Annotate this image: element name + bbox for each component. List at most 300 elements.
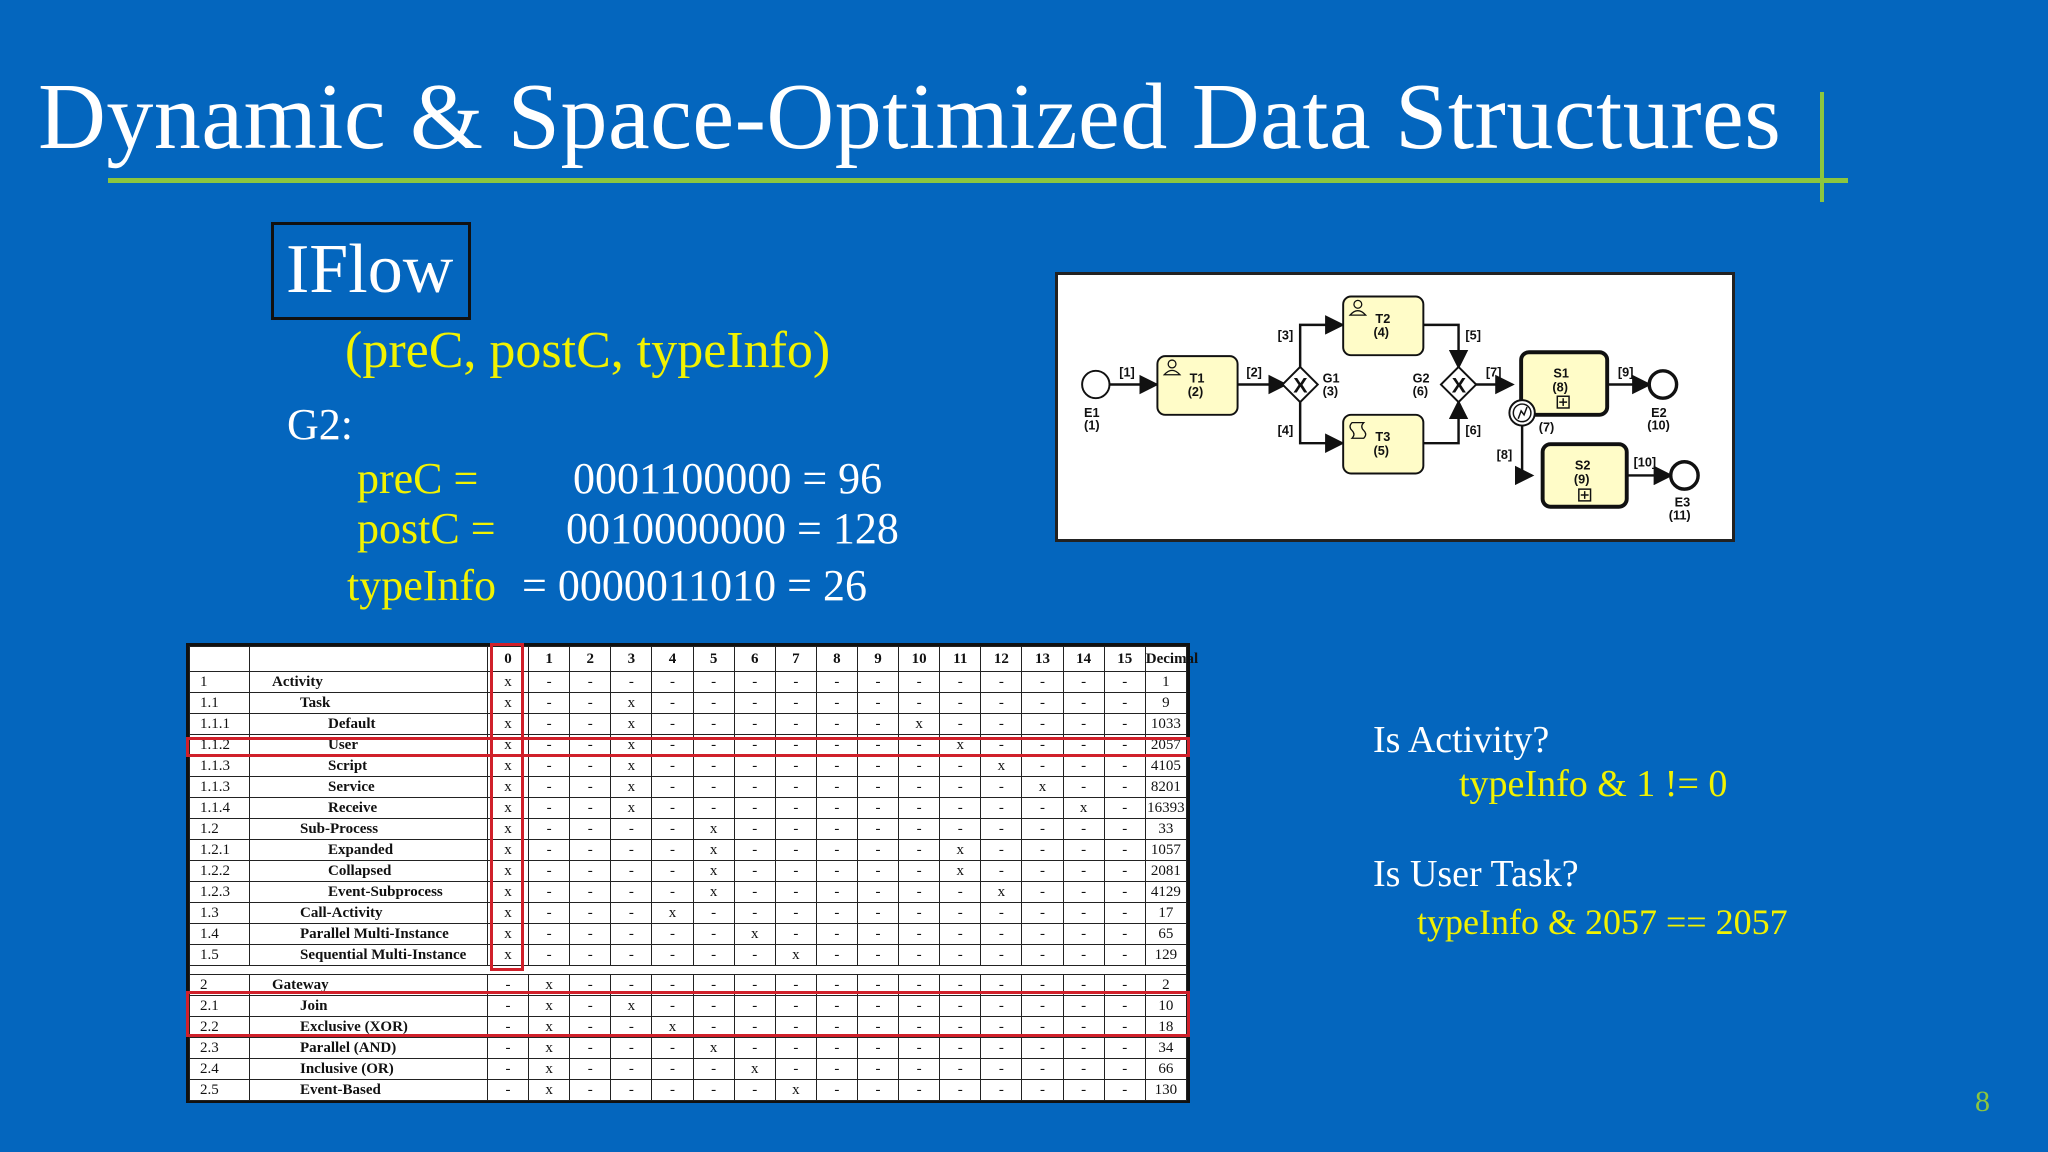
bit-cell: -	[775, 996, 816, 1017]
bit-cell: -	[488, 1059, 529, 1080]
edge-2-label: [2]	[1246, 364, 1262, 380]
bit-cell: -	[981, 672, 1022, 693]
bit-cell: -	[899, 861, 940, 882]
bit-cell: -	[857, 975, 898, 996]
bit-cell: -	[529, 798, 570, 819]
bit-cell: -	[899, 840, 940, 861]
bit-cell: -	[1063, 693, 1104, 714]
bit-cell: x	[488, 672, 529, 693]
bit-cell: -	[1063, 903, 1104, 924]
bit-cell: -	[652, 1038, 693, 1059]
bit-cell: -	[899, 798, 940, 819]
bit-cell: -	[981, 819, 1022, 840]
bit-cell: -	[611, 1059, 652, 1080]
bit-cell: -	[857, 819, 898, 840]
bit-cell: -	[611, 840, 652, 861]
bit-cell: -	[857, 924, 898, 945]
bit-cell: -	[693, 975, 734, 996]
bit-cell: -	[1022, 903, 1063, 924]
bit-cell: x	[488, 735, 529, 756]
typeinfo-label: typeInfo	[347, 561, 497, 610]
bit-cell: -	[734, 756, 775, 777]
row-number: 2.3	[190, 1038, 250, 1059]
bit-cell: x	[611, 777, 652, 798]
row-number: 2.4	[190, 1059, 250, 1080]
row-number: 1.1	[190, 693, 250, 714]
bit-cell: -	[775, 819, 816, 840]
row-name: Service	[250, 777, 488, 798]
row-number: 1.3	[190, 903, 250, 924]
question-user-task: Is User Task?	[1373, 853, 1579, 895]
bit-cell: -	[1063, 1038, 1104, 1059]
bit-cell: -	[570, 798, 611, 819]
bit-cell: -	[734, 882, 775, 903]
bit-cell: -	[652, 861, 693, 882]
bit-cell: x	[693, 861, 734, 882]
row-number: 1.2.3	[190, 882, 250, 903]
row-decimal: 17	[1145, 903, 1186, 924]
bit-cell: -	[1104, 672, 1145, 693]
bit-cell: -	[1104, 798, 1145, 819]
text-cursor	[1820, 92, 1824, 202]
bit-cell: -	[734, 996, 775, 1017]
bit-cell: -	[488, 1017, 529, 1038]
bit-cell: -	[816, 945, 857, 966]
bit-cell: -	[529, 819, 570, 840]
flow-6	[1422, 402, 1458, 443]
table-header-row	[190, 647, 1187, 672]
bit-cell: -	[1022, 1017, 1063, 1038]
table-row	[190, 756, 1187, 777]
table-separator	[190, 966, 1187, 975]
row-decimal: 130	[1145, 1080, 1186, 1101]
bit-cell: -	[611, 945, 652, 966]
bit-cell: -	[816, 777, 857, 798]
bit-cell: -	[570, 777, 611, 798]
row-number: 1.1.3	[190, 777, 250, 798]
bit-cell: -	[529, 840, 570, 861]
row-decimal: 33	[1145, 819, 1186, 840]
bit-cell: -	[899, 735, 940, 756]
bit-cell: -	[1104, 996, 1145, 1017]
bit-cell: -	[981, 798, 1022, 819]
bit-cell: -	[734, 693, 775, 714]
bit-cell: -	[816, 975, 857, 996]
row-number: 1.1.3	[190, 756, 250, 777]
prec-value: 0001100000 = 96	[573, 454, 883, 503]
bit-cell: -	[940, 996, 981, 1017]
bit-cell: -	[1104, 882, 1145, 903]
bit-cell: -	[1104, 840, 1145, 861]
bit-cell: -	[940, 1059, 981, 1080]
bit-cell: -	[1022, 819, 1063, 840]
bit-cell: x	[611, 996, 652, 1017]
bit-cell: -	[816, 735, 857, 756]
bit-cell: -	[570, 714, 611, 735]
bit-cell: -	[1063, 819, 1104, 840]
bit-cell: -	[570, 903, 611, 924]
table-row	[190, 1038, 1187, 1059]
bit-cell: x	[981, 882, 1022, 903]
bit-cell: -	[529, 693, 570, 714]
row-number: 1.4	[190, 924, 250, 945]
bit-cell: -	[857, 777, 898, 798]
bit-cell: -	[981, 1080, 1022, 1101]
bit-cell: x	[488, 798, 529, 819]
bit-cell: -	[570, 1080, 611, 1101]
g1-label: G1	[1322, 370, 1340, 386]
svg-text:X: X	[1293, 373, 1308, 398]
answer-user-task: typeInfo & 2057 == 2057	[1417, 902, 1788, 942]
t1-label: T1	[1189, 370, 1205, 386]
table-row	[190, 714, 1187, 735]
bit-cell: -	[940, 693, 981, 714]
bit-cell: x	[529, 1059, 570, 1080]
bit-cell: -	[940, 1038, 981, 1059]
bit-cell: -	[940, 924, 981, 945]
s1-label: S1	[1553, 365, 1569, 381]
bit-cell: -	[652, 1080, 693, 1101]
bit-cell: -	[775, 735, 816, 756]
bit-cell: -	[611, 861, 652, 882]
bit-cell: -	[570, 945, 611, 966]
bit-cell: x	[488, 819, 529, 840]
bit-cell: -	[775, 903, 816, 924]
bit-cell: x	[734, 924, 775, 945]
row-name: Default	[250, 714, 488, 735]
bit-cell: -	[693, 714, 734, 735]
bit-cell: -	[981, 945, 1022, 966]
row-decimal: 66	[1145, 1059, 1186, 1080]
bit-cell: -	[1022, 861, 1063, 882]
table-row	[190, 945, 1187, 966]
bit-cell: x	[488, 882, 529, 903]
bit-cell: -	[899, 819, 940, 840]
table-row	[190, 819, 1187, 840]
bit-cell: -	[1063, 777, 1104, 798]
bit-cell: -	[1022, 1080, 1063, 1101]
row-name: Sub-Process	[250, 819, 488, 840]
bit-cell: -	[899, 945, 940, 966]
row-decimal: 1033	[1145, 714, 1186, 735]
table-row	[190, 840, 1187, 861]
bit-cell: -	[693, 945, 734, 966]
bit-cell: -	[940, 903, 981, 924]
bit-cell: -	[775, 714, 816, 735]
t1-id: (2)	[1187, 384, 1204, 400]
bit-cell: -	[1063, 975, 1104, 996]
bit-cell: -	[529, 861, 570, 882]
bit-cell: x	[940, 861, 981, 882]
bit-cell: -	[775, 882, 816, 903]
slide-title: Dynamic & Space-Optimized Data Structures	[38, 65, 1782, 169]
title-underline	[108, 178, 1848, 183]
bit-cell: -	[981, 924, 1022, 945]
bit-cell: -	[734, 945, 775, 966]
bit-cell: -	[693, 1080, 734, 1101]
bit-cell: -	[693, 798, 734, 819]
bit-cell: -	[1104, 924, 1145, 945]
bit-cell: -	[816, 882, 857, 903]
bit-cell: -	[611, 819, 652, 840]
end-event-e2	[1649, 371, 1676, 398]
bit-cell: -	[693, 1059, 734, 1080]
row-number: 1	[190, 672, 250, 693]
t2-label: T2	[1375, 310, 1391, 326]
bit-cell: -	[570, 882, 611, 903]
bit-cell: -	[1104, 903, 1145, 924]
bit-cell: -	[652, 924, 693, 945]
table-row	[190, 903, 1187, 924]
bit-cell: -	[529, 882, 570, 903]
row-decimal: 1	[1145, 672, 1186, 693]
flow-3	[1300, 325, 1342, 370]
bit-cell: -	[570, 1017, 611, 1038]
bit-cell: -	[775, 924, 816, 945]
bit-cell: -	[1063, 1059, 1104, 1080]
bit-cell: -	[940, 945, 981, 966]
bit-cell: -	[857, 1017, 898, 1038]
bit-cell: -	[816, 1059, 857, 1080]
bit-cell: -	[570, 975, 611, 996]
bit-cell: -	[899, 756, 940, 777]
bit-cell: -	[652, 756, 693, 777]
header-cell: 6	[734, 647, 775, 672]
g2-label: G2:	[287, 400, 353, 449]
bit-cell: -	[1063, 996, 1104, 1017]
bit-cell: -	[570, 861, 611, 882]
table-row	[190, 1080, 1187, 1101]
bit-cell: -	[899, 924, 940, 945]
bit-cell: -	[940, 882, 981, 903]
table-row	[190, 798, 1187, 819]
row-name: Parallel (AND)	[250, 1038, 488, 1059]
bit-cell: x	[652, 1017, 693, 1038]
bit-cell: -	[1104, 1017, 1145, 1038]
row-name: Receive	[250, 798, 488, 819]
header-blank	[190, 647, 250, 672]
bit-cell: -	[981, 714, 1022, 735]
header-cell: Decimal	[1145, 647, 1186, 672]
header-cell: 7	[775, 647, 816, 672]
s2-id: (9)	[1573, 471, 1590, 487]
bit-cell: -	[1104, 1080, 1145, 1101]
row-decimal: 4105	[1145, 756, 1186, 777]
row-name: Gateway	[250, 975, 488, 996]
row-name: Event-Based	[250, 1080, 488, 1101]
bit-cell: -	[940, 975, 981, 996]
bit-cell: -	[570, 1038, 611, 1059]
bit-cell: -	[857, 945, 898, 966]
bit-cell: -	[1022, 924, 1063, 945]
e2-label: E2	[1651, 404, 1667, 420]
bit-cell: -	[816, 996, 857, 1017]
bit-cell: -	[775, 756, 816, 777]
bit-cell: -	[775, 1059, 816, 1080]
s1-id: (8)	[1552, 379, 1568, 395]
bit-cell: -	[981, 777, 1022, 798]
header-cell: 10	[899, 647, 940, 672]
row-name: Activity	[250, 672, 488, 693]
bit-cell: -	[570, 1059, 611, 1080]
bit-cell: -	[981, 861, 1022, 882]
bit-cell: -	[488, 1080, 529, 1101]
bit-cell: -	[1104, 861, 1145, 882]
edge-6-label: [6]	[1465, 422, 1481, 438]
t3-id: (5)	[1373, 442, 1390, 458]
bit-cell: -	[529, 945, 570, 966]
e3-id: (11)	[1668, 507, 1691, 523]
e2-id: (10)	[1647, 417, 1670, 433]
t3-label: T3	[1375, 429, 1391, 445]
bit-cell: -	[1022, 1038, 1063, 1059]
bit-cell: -	[899, 1080, 940, 1101]
bit-cell: -	[1104, 819, 1145, 840]
bit-cell: -	[529, 714, 570, 735]
header-cell: 15	[1104, 647, 1145, 672]
bit-cell: -	[816, 861, 857, 882]
row-number: 2.5	[190, 1080, 250, 1101]
bit-cell: x	[899, 714, 940, 735]
bit-cell: x	[488, 945, 529, 966]
bit-cell: -	[775, 693, 816, 714]
bit-cell: -	[1022, 945, 1063, 966]
bit-cell: -	[857, 882, 898, 903]
postc-label: postC =	[357, 504, 496, 553]
row-number: 1.1.1	[190, 714, 250, 735]
bit-cell: -	[1063, 861, 1104, 882]
bit-cell: -	[652, 714, 693, 735]
bit-cell: -	[857, 861, 898, 882]
row-name: Join	[250, 996, 488, 1017]
bit-cell: x	[488, 693, 529, 714]
edge-7-label: [7]	[1485, 364, 1502, 380]
bit-cell: -	[570, 819, 611, 840]
page-number: 8	[1975, 1085, 1990, 1118]
bit-cell: x	[1063, 798, 1104, 819]
row-decimal: 4129	[1145, 882, 1186, 903]
row-decimal: 10	[1145, 996, 1186, 1017]
bit-cell: x	[488, 756, 529, 777]
table-row	[190, 672, 1187, 693]
bit-cell: -	[611, 1038, 652, 1059]
bit-cell: x	[611, 798, 652, 819]
bit-cell: -	[816, 798, 857, 819]
header-cell: 0	[488, 647, 529, 672]
table-row	[190, 861, 1187, 882]
bit-cell: x	[981, 756, 1022, 777]
bit-cell: -	[775, 672, 816, 693]
bit-cell: -	[816, 903, 857, 924]
bit-cell: -	[981, 840, 1022, 861]
edge-3-label: [3]	[1277, 327, 1294, 343]
bit-cell: -	[734, 903, 775, 924]
bit-cell: -	[899, 777, 940, 798]
bit-cell: x	[529, 975, 570, 996]
bit-cell: -	[1063, 840, 1104, 861]
row-decimal: 65	[1145, 924, 1186, 945]
bit-cell: -	[816, 1080, 857, 1101]
table-row	[190, 1059, 1187, 1080]
bit-cell: -	[693, 672, 734, 693]
bit-cell: -	[570, 996, 611, 1017]
bit-cell: -	[899, 903, 940, 924]
bit-cell: -	[816, 756, 857, 777]
bit-cell: -	[693, 693, 734, 714]
bit-cell: x	[693, 840, 734, 861]
edge-1-label: [1]	[1119, 364, 1135, 380]
e3-label: E3	[1674, 494, 1691, 510]
bit-cell: -	[529, 672, 570, 693]
bit-cell: -	[693, 903, 734, 924]
bit-cell: -	[734, 819, 775, 840]
header-cell: 1	[529, 647, 570, 672]
end-event-e3	[1671, 462, 1698, 489]
s2-label: S2	[1574, 457, 1591, 473]
bit-cell: -	[1063, 672, 1104, 693]
bit-cell: -	[1063, 714, 1104, 735]
separator-cell	[190, 966, 1187, 975]
header-blank	[250, 647, 488, 672]
header-cell: 9	[857, 647, 898, 672]
bit-cell: x	[611, 756, 652, 777]
bit-cell: -	[1022, 756, 1063, 777]
bit-cell: -	[734, 735, 775, 756]
bit-cell: -	[1104, 756, 1145, 777]
bit-cell: -	[940, 1080, 981, 1101]
bit-cell: -	[1104, 975, 1145, 996]
bit-cell: -	[857, 714, 898, 735]
bit-cell: -	[652, 693, 693, 714]
bit-cell: -	[1022, 798, 1063, 819]
bit-cell: -	[816, 819, 857, 840]
bit-cell: -	[775, 798, 816, 819]
bit-cell: -	[652, 777, 693, 798]
row-number: 2.1	[190, 996, 250, 1017]
bit-cell: -	[529, 735, 570, 756]
bit-cell: x	[940, 735, 981, 756]
highlight-join-xor-rows	[186, 991, 1190, 1037]
bit-cell: x	[488, 714, 529, 735]
bit-cell: -	[857, 672, 898, 693]
bit-cell: -	[734, 861, 775, 882]
bit-cell: -	[611, 1080, 652, 1101]
bit-cell: -	[857, 1080, 898, 1101]
bit-cell: x	[529, 1017, 570, 1038]
bit-cell: -	[611, 975, 652, 996]
bit-cell: -	[775, 861, 816, 882]
bit-cell: -	[1063, 1017, 1104, 1038]
bit-cell: x	[775, 1080, 816, 1101]
edge-4-label: [4]	[1277, 422, 1294, 438]
row-name: Event-Subprocess	[250, 882, 488, 903]
header-cell: 8	[816, 647, 857, 672]
header-cell: 11	[940, 647, 981, 672]
bit-cell: -	[857, 756, 898, 777]
b7-label: (7)	[1538, 419, 1555, 435]
bit-cell: x	[693, 882, 734, 903]
row-decimal: 16393	[1145, 798, 1186, 819]
bit-cell: -	[1104, 714, 1145, 735]
bit-cell: -	[775, 1038, 816, 1059]
bit-cell: -	[693, 735, 734, 756]
row-name: Collapsed	[250, 861, 488, 882]
t2-id: (4)	[1373, 324, 1390, 340]
bit-cell: x	[652, 903, 693, 924]
bit-cell: -	[981, 1017, 1022, 1038]
bit-cell: -	[940, 1017, 981, 1038]
bit-cell: x	[734, 1059, 775, 1080]
